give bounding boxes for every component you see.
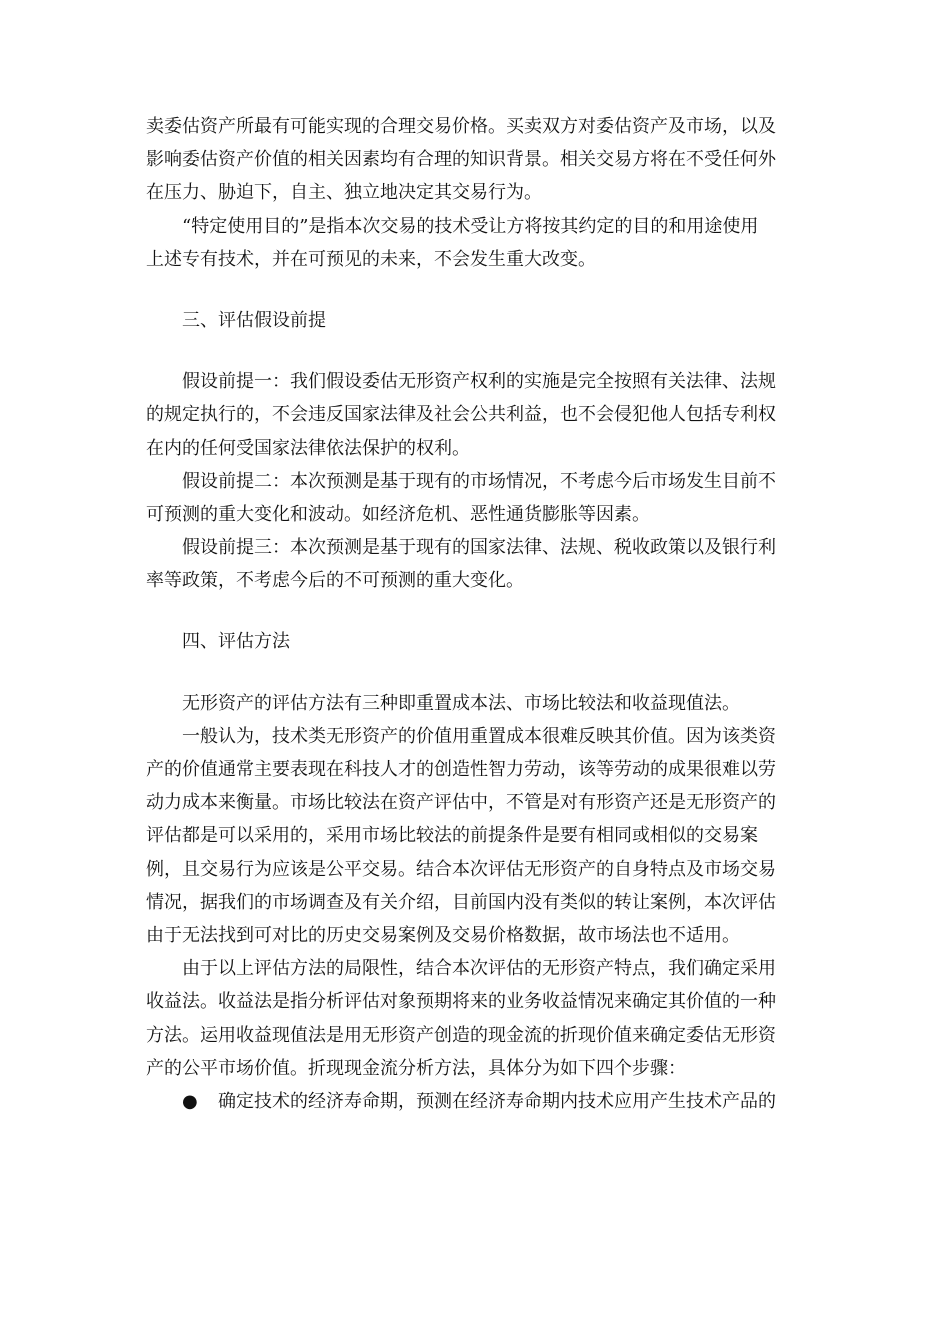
- text-line: 产的价值通常主要表现在科技人才的创造性智力劳动，该等劳动的成果很难以劳: [146, 759, 776, 780]
- section-heading-methods: 四、评估方法: [182, 631, 290, 653]
- text-line: 上述专有技术，并在可预见的未来，不会发生重大改变。: [146, 248, 596, 270]
- bullet-text: 确定技术的经济寿命期，预测在经济寿命期内技术应用产生技术产品的: [218, 1090, 776, 1112]
- text-line: 收益法。收益法是指分析评估对象预期将来的业务收益情况来确定其价值的一种: [146, 991, 776, 1013]
- text-line: 一般认为，技术类无形资产的价值用重置成本很难反映其价值。因为该类资: [182, 725, 776, 747]
- paragraph-assumption-one: [146, 365, 818, 465]
- bullet-dot-icon: ●: [182, 1090, 198, 1112]
- spacer: [146, 659, 818, 687]
- text-line: 假设前提一：我们假设委估无形资产权利的实施是完全按照有关法律、法规: [182, 371, 776, 393]
- text-line: 由于无法找到可对比的历史交易案例及交易价格数据，故市场法也不适用。: [146, 924, 740, 946]
- paragraph-three-methods: [146, 687, 818, 720]
- section-heading-assumptions: 三、评估假设前提: [182, 309, 326, 331]
- paragraph-market-value-definition: [146, 110, 818, 210]
- paragraph-assumption-three: [146, 531, 818, 597]
- text-line: 在内的任何受国家法律依法保护的权利。: [146, 437, 470, 459]
- text-line: 产的公平市场价值。折现现金流分析方法，具体分为如下四个步骤：: [146, 1057, 686, 1079]
- text-line: 由于以上评估方法的局限性，结合本次评估的无形资产特点，我们确定采用: [182, 958, 776, 980]
- text-line: 评估都是可以采用的，采用市场比较法的前提条件是要有相同或相似的交易案: [146, 825, 758, 847]
- text-line: 方法。运用收益现值法是用无形资产创造的现金流的折现价值来确定委估无形资: [146, 1024, 776, 1046]
- spacer: [146, 276, 818, 304]
- paragraph-method-analysis: [146, 720, 818, 952]
- paragraph-specific-use-purpose: [146, 210, 818, 276]
- text-line: 在压力、胁迫下，自主、独立地决定其交易行为。: [146, 182, 542, 204]
- text-line: 可预测的重大变化和波动。如经济危机、恶性通货膨胀等因素。: [146, 503, 650, 525]
- text-line: 例，且交易行为应该是公平交易。结合本次评估无形资产的自身特点及市场交易: [146, 858, 776, 880]
- text-line: 率等政策，不考虑今后的不可预测的重大变化。: [146, 570, 524, 592]
- text-line: 无形资产的评估方法有三种即重置成本法、市场比较法和收益现值法。: [182, 692, 740, 714]
- text-line: 卖委估资产所最有可能实现的合理交易价格。买卖双方对委估资产及市场，以及: [146, 116, 776, 137]
- text-line: “特定使用目的”是指本次交易的技术受让方将按其约定的目的和用途使用: [182, 215, 759, 237]
- spacer: [146, 597, 818, 625]
- text-line: 动力成本来衡量。市场比较法在资产评估中，不管是对有形资产还是无形资产的: [146, 792, 776, 814]
- text-line: 假设前提二：本次预测是基于现有的市场情况，不考虑今后市场发生目前不: [182, 470, 776, 492]
- paragraph-income-approach: [146, 952, 818, 1085]
- text-line: 影响委估资产价值的相关因素均有合理的知识背景。相关交易方将在不受任何外: [146, 149, 776, 171]
- text-line: 假设前提三：本次预测是基于现有的国家法律、法规、税收政策以及银行利: [182, 537, 776, 559]
- bullet-list-item: [146, 1085, 818, 1118]
- text-line: 情况，据我们的市场调查及有关介绍，目前国内没有类似的转让案例，本次评估: [146, 891, 776, 913]
- document-page: [146, 110, 818, 1118]
- spacer: [146, 337, 818, 365]
- text-line: 的规定执行的，不会违反国家法律及社会公共利益，也不会侵犯他人包括专利权: [146, 404, 776, 426]
- paragraph-assumption-two: [146, 465, 818, 531]
